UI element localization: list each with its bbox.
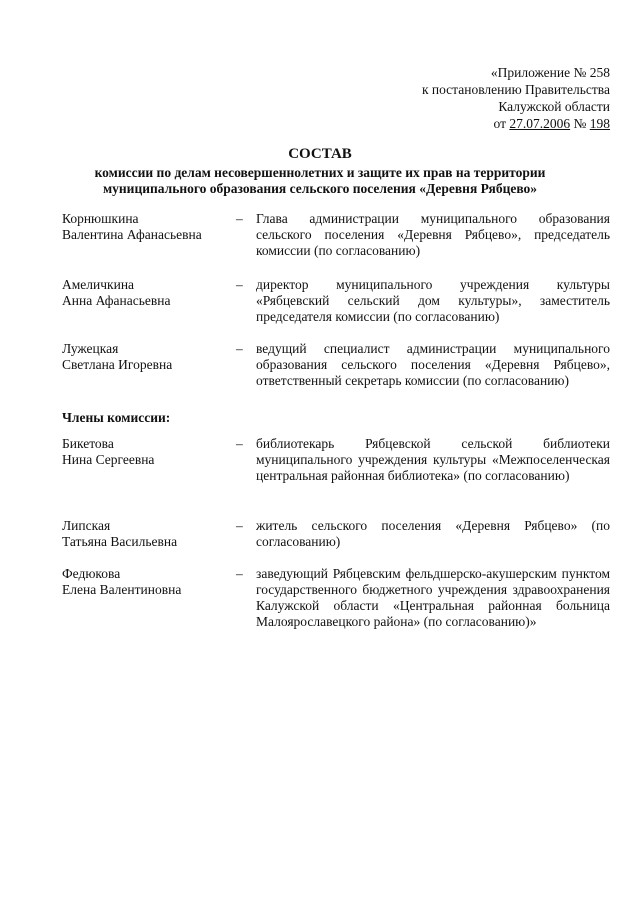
members-heading: Члены комиссии: [62, 410, 171, 425]
member-given-names: Валентина Афанасьевна [62, 227, 202, 242]
member-surname: Липская [62, 518, 111, 533]
member-surname: Лужецкая [62, 341, 119, 356]
annex-date-prefix: от [493, 116, 510, 131]
member-given-names: Анна Афанасьевна [62, 293, 171, 308]
member-surname: Бикетова [62, 436, 114, 451]
annex-line-3: Калужской области [498, 99, 610, 114]
member-role: Глава администрации муниципального образования сельского поселения «Деревня Рябцево», председатель комиссии (по согласованию) [256, 211, 610, 258]
member-given-names: Нина Сергеевна [62, 452, 155, 467]
dash-separator: – [236, 277, 243, 292]
dash-separator: – [236, 436, 243, 451]
annex-num-prefix: № [570, 116, 590, 131]
member-role: ведущий специалист администрации муниципального образования сельского поселения «Деревня Рябцево», ответственный секретарь комиссии (по согласованию) [256, 341, 610, 388]
annex-date: 27.07.2006 [509, 116, 571, 131]
dash-separator: – [236, 518, 243, 533]
annex-header [422, 64, 610, 132]
member-role: библиотекарь Рябцевской сельской библиотеки муниципального учреждения культуры «Межпоселенческая центральная районная библиотека» (по согласованию) [256, 436, 610, 483]
dash-separator: – [236, 341, 243, 356]
member-name [62, 341, 232, 373]
document-title: СОСТАВ [288, 146, 352, 162]
subtitle-line-1: комиссии по делам несовершеннолетних и защите их прав на территории [94, 165, 546, 180]
document-subtitle [0, 165, 640, 197]
member-given-names: Светлана Игоревна [62, 357, 173, 372]
member-name [62, 277, 232, 309]
member-name [62, 211, 232, 243]
member-surname: Амеличкина [62, 277, 135, 292]
dash-separator: – [236, 566, 243, 581]
member-name [62, 566, 232, 598]
subtitle-line-2: муниципального образования сельского поселения «Деревня Рябцево» [102, 181, 538, 196]
member-surname: Федюкова [62, 566, 121, 581]
member-given-names: Татьяна Васильевна [62, 534, 178, 549]
annex-line-4 [422, 115, 610, 132]
member-role: директор муниципального учреждения культуры «Рябцевский сельский дом культуры», заместитель председателя комиссии (по согласованию) [256, 277, 610, 324]
annex-number: 198 [589, 116, 610, 131]
annex-line-1: «Приложение № 258 [490, 65, 610, 80]
dash-separator: – [236, 211, 243, 226]
member-role: заведующий Рябцевским фельдшерско-акушерским пунктом государственного бюджетного учреждения здравоохранения Калужской области «Центральная районная больница Малоярославецкого района» (по согласованию)» [256, 566, 610, 629]
annex-line-2: к постановлению Правительства [421, 82, 610, 97]
member-surname: Корнюшкина [62, 211, 139, 226]
member-role: житель сельского поселения «Деревня Рябцево» (по согласованию) [256, 518, 610, 549]
member-given-names: Елена Валентиновна [62, 582, 182, 597]
member-name [62, 518, 232, 550]
member-name [62, 436, 232, 468]
